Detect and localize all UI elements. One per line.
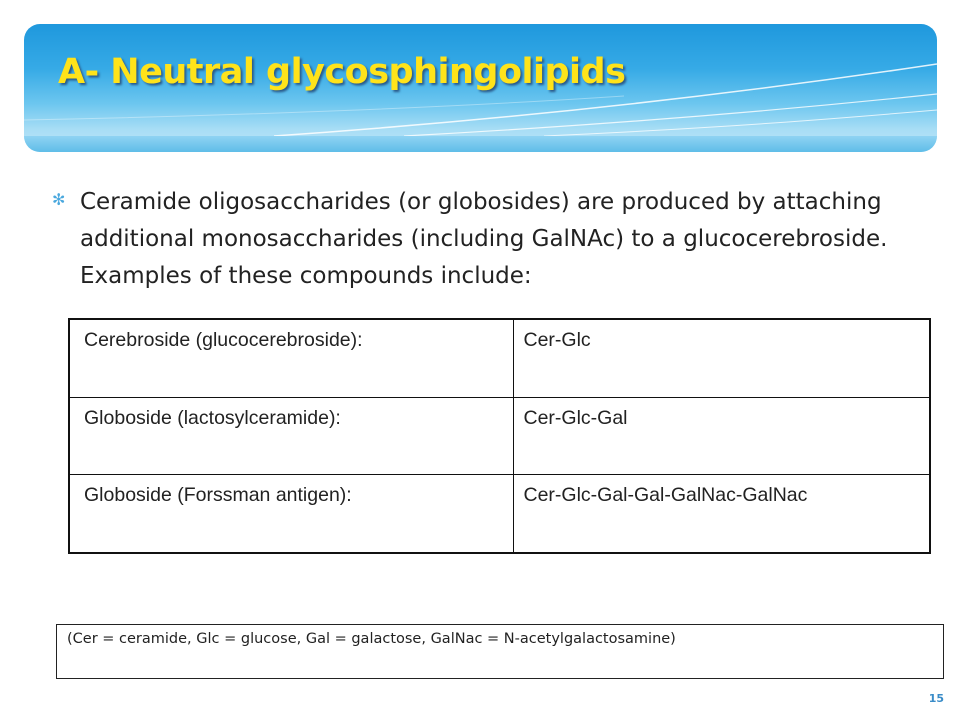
- compound-structure-cell: Cer-Glc: [513, 319, 930, 397]
- compound-structure-cell: Cer-Glc-Gal-Gal-GalNac-GalNac: [513, 475, 930, 553]
- page-number: 15: [928, 692, 944, 705]
- compound-name-cell: Globoside (lactosylceramide):: [69, 397, 513, 474]
- compounds-table: [68, 318, 931, 554]
- footnote-text: (Cer = ceramide, Glc = glucose, Gal = galactose, GalNac = N-acetylgalactosamine): [67, 631, 676, 647]
- bullet-text: Ceramide oligosaccharides (or globosides) are produced by attaching additional monosaccharides (including GalNAc) to a glucocerebroside. Examples of these compounds include:: [80, 189, 888, 289]
- footnote-box: [56, 624, 944, 679]
- asterisk-bullet-icon: ✻: [52, 190, 66, 209]
- table-row: [69, 319, 930, 397]
- compound-structure-cell: Cer-Glc-Gal: [513, 397, 930, 474]
- table-row: [69, 397, 930, 474]
- slide-title: A- Neutral glycosphingolipids: [58, 52, 626, 92]
- table-row: [69, 475, 930, 553]
- compound-name-cell: Globoside (Forssman antigen):: [69, 475, 513, 553]
- header-bottom-band: [24, 136, 937, 152]
- bullet-point: [52, 184, 902, 295]
- compound-name-cell: Cerebroside (glucocerebroside):: [69, 319, 513, 397]
